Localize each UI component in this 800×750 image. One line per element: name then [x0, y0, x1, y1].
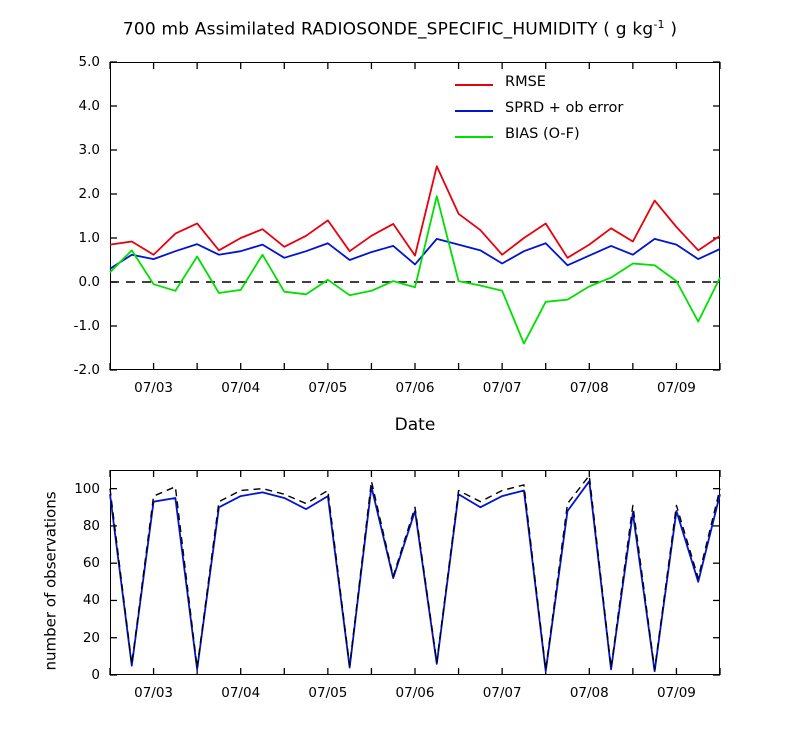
- y-tick-label: 100: [74, 480, 100, 497]
- x-tick-label: 07/06: [395, 685, 435, 701]
- x-tick-label: 07/04: [221, 380, 261, 396]
- y-tick-label: 0: [91, 667, 100, 683]
- y-tick-label: 4.0: [78, 98, 100, 114]
- page-title-exponent: -1: [653, 18, 665, 31]
- x-tick-label: 07/06: [395, 380, 435, 396]
- x-tick-label: 07/08: [569, 380, 609, 396]
- y-tick-label: 0.0: [78, 274, 100, 290]
- x-tick-label: 07/03: [134, 685, 174, 701]
- page-title-suffix: ): [664, 19, 678, 40]
- x-tick-label: 07/05: [308, 685, 348, 701]
- legend-swatch: [455, 84, 493, 86]
- y-tick-label: -2.0: [73, 362, 100, 378]
- legend-label: BIAS (O-F): [505, 126, 580, 142]
- x-tick-label: 07/07: [482, 685, 522, 701]
- y-tick-label: 20: [82, 629, 100, 646]
- top-chart-panel: [110, 62, 720, 370]
- bottom-chart-canvas: [110, 470, 720, 675]
- legend-swatch: [455, 110, 493, 112]
- series-rmse: [110, 166, 720, 258]
- x-tick-label: 07/07: [482, 380, 522, 396]
- y-tick-label: 3.0: [78, 142, 100, 158]
- y-tick-label: -1.0: [73, 318, 100, 334]
- legend-swatch: [455, 136, 493, 138]
- y-tick-label: 5.0: [78, 54, 100, 70]
- x-tick-label: 07/08: [569, 685, 609, 701]
- series-bias-o-f: [110, 196, 720, 343]
- page-title: [0, 18, 800, 40]
- x-axis-title: Date: [394, 415, 436, 435]
- page-title-prefix: 700 mb Assimilated RADIOSONDE_SPECIFIC_HUMIDITY ( g kg: [122, 19, 654, 40]
- y-tick-label: 2.0: [78, 186, 100, 202]
- x-tick-label: 07/04: [221, 685, 261, 701]
- y-axis-title-bottom: number of observations: [41, 491, 60, 671]
- y-tick-label: 80: [82, 517, 100, 534]
- legend-label: SPRD + ob error: [505, 100, 624, 116]
- y-tick-label: 1.0: [78, 230, 100, 246]
- top-chart-canvas: [110, 62, 720, 370]
- legend-label: RMSE: [505, 74, 546, 90]
- x-tick-label: 07/09: [656, 380, 696, 396]
- y-tick-label: 40: [82, 592, 100, 609]
- y-tick-label: 60: [82, 555, 100, 572]
- x-tick-label: 07/03: [134, 380, 174, 396]
- bottom-chart-panel: [110, 470, 720, 675]
- x-tick-label: 07/05: [308, 380, 348, 396]
- x-tick-label: 07/09: [656, 685, 696, 701]
